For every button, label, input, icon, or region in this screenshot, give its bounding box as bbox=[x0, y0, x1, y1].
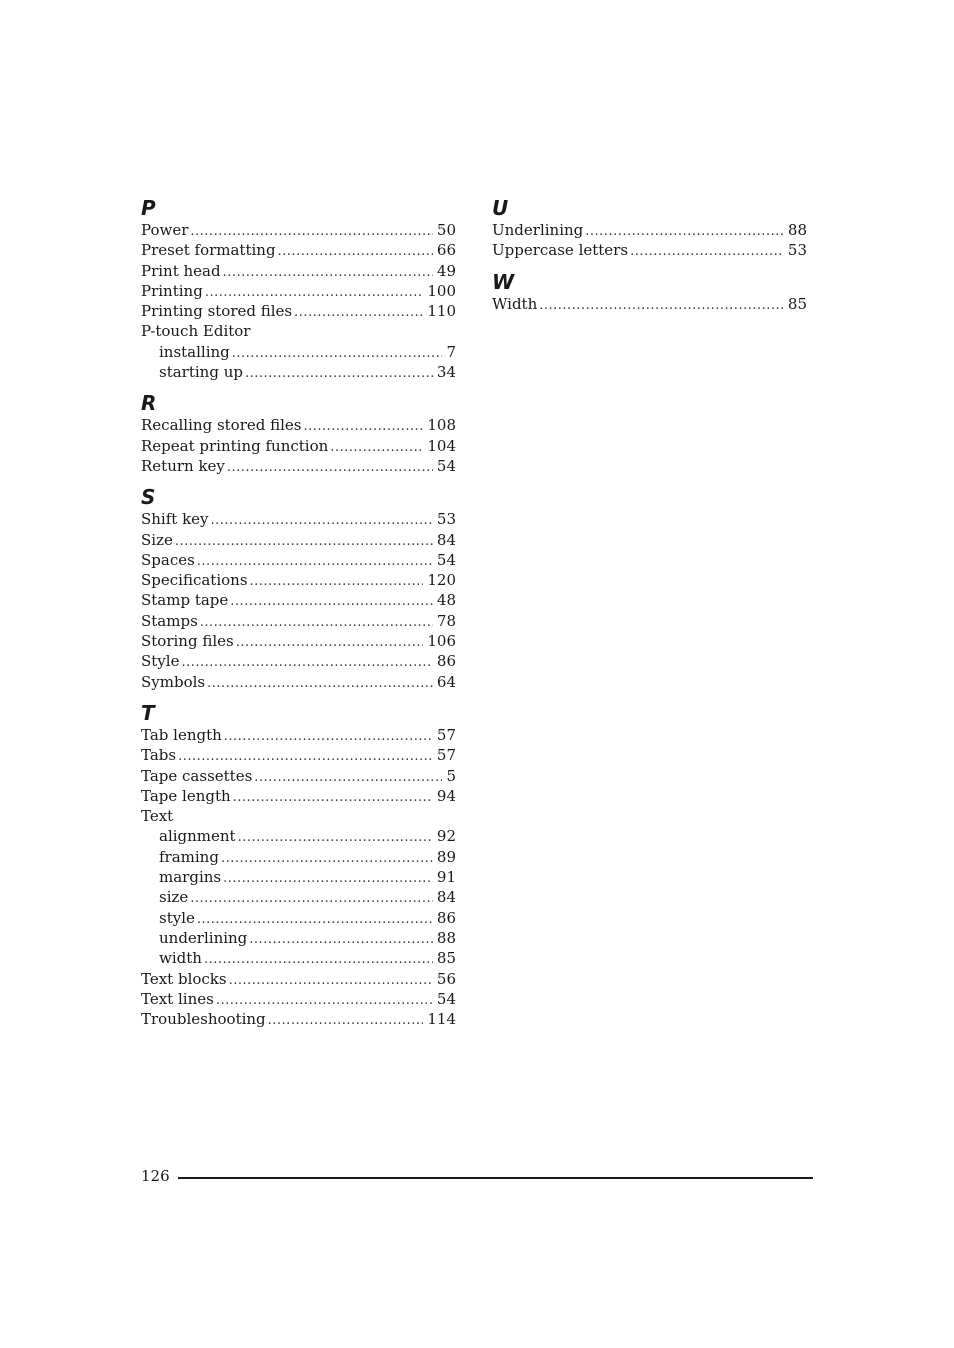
dot-leader bbox=[200, 613, 433, 633]
entry-page-number: 106 bbox=[427, 632, 456, 651]
dot-leader bbox=[278, 242, 433, 262]
index-section-u bbox=[492, 196, 807, 261]
index-entry bbox=[492, 240, 807, 260]
dot-leader bbox=[630, 242, 784, 262]
page-number: 126 bbox=[141, 1167, 170, 1185]
index-section-p bbox=[141, 196, 456, 382]
index-subentry bbox=[141, 826, 456, 846]
footer-rule bbox=[178, 1177, 813, 1179]
entry-page-number: 54 bbox=[436, 550, 456, 569]
dot-leader bbox=[223, 869, 433, 889]
entry-label: Text lines bbox=[141, 989, 214, 1008]
dot-leader bbox=[304, 417, 424, 437]
entry-page-number: 94 bbox=[436, 786, 456, 805]
entry-label: Size bbox=[141, 530, 173, 549]
entry-page-number: 91 bbox=[436, 868, 456, 887]
dot-leader bbox=[539, 296, 784, 316]
entry-page-number: 66 bbox=[436, 241, 456, 260]
index-entry bbox=[141, 786, 456, 806]
entry-label: Tab length bbox=[141, 725, 222, 744]
entry-page-number: 114 bbox=[427, 1010, 456, 1029]
dot-leader bbox=[221, 849, 433, 869]
entry-page-number: 104 bbox=[427, 436, 456, 455]
index-entry bbox=[141, 550, 456, 570]
entry-label: Storing files bbox=[141, 632, 234, 651]
dot-leader bbox=[232, 344, 443, 364]
entry-page-number: 89 bbox=[436, 847, 456, 866]
dot-leader bbox=[249, 930, 433, 950]
entry-label: Print head bbox=[141, 261, 221, 280]
entry-label: Stamp tape bbox=[141, 591, 229, 610]
entry-label: size bbox=[159, 888, 189, 907]
dot-leader bbox=[224, 727, 433, 747]
dot-leader bbox=[204, 950, 433, 970]
index-entry bbox=[141, 725, 456, 745]
entry-label: Symbols bbox=[141, 672, 206, 691]
dot-leader bbox=[268, 1011, 424, 1031]
entry-page-number: 48 bbox=[436, 591, 456, 610]
entry-label: Text blocks bbox=[141, 969, 227, 988]
dot-leader bbox=[190, 889, 433, 909]
index-subentry bbox=[141, 847, 456, 867]
dot-leader bbox=[207, 674, 433, 694]
entry-page-number: 86 bbox=[436, 652, 456, 671]
entry-label: underlining bbox=[159, 928, 248, 947]
entry-page-number: 57 bbox=[436, 746, 456, 765]
entry-label: Preset formatting bbox=[141, 241, 276, 260]
index-subentry bbox=[141, 928, 456, 948]
index-entry bbox=[141, 1009, 456, 1029]
index-subentry bbox=[141, 948, 456, 968]
index-entry bbox=[141, 436, 456, 456]
entry-page-number: 53 bbox=[787, 241, 807, 260]
index-entry bbox=[141, 806, 456, 826]
dot-leader bbox=[227, 458, 433, 478]
entry-label: Spaces bbox=[141, 550, 195, 569]
index-section-s bbox=[141, 485, 456, 692]
entry-page-number: 92 bbox=[436, 827, 456, 846]
entry-page-number: 110 bbox=[427, 302, 456, 321]
section-letter: W bbox=[492, 269, 515, 294]
entry-page-number: 86 bbox=[436, 908, 456, 927]
dot-leader bbox=[197, 910, 433, 930]
entry-page-number: 53 bbox=[436, 510, 456, 529]
index-entry bbox=[141, 745, 456, 765]
dot-leader bbox=[238, 828, 433, 848]
entry-page-number: 7 bbox=[446, 342, 456, 361]
section-letter: U bbox=[492, 196, 509, 220]
index-entry bbox=[141, 281, 456, 301]
dot-leader bbox=[190, 222, 433, 242]
index-entry bbox=[141, 969, 456, 989]
index-entry bbox=[141, 766, 456, 786]
entry-label: Text bbox=[141, 807, 174, 826]
entry-label: margins bbox=[159, 868, 222, 887]
entry-label: Tape cassettes bbox=[141, 766, 253, 785]
entry-page-number: 56 bbox=[436, 969, 456, 988]
dot-leader bbox=[197, 552, 433, 572]
index-entry bbox=[141, 415, 456, 435]
entry-label: Repeat printing function bbox=[141, 436, 329, 455]
entry-page-number: 88 bbox=[787, 221, 807, 239]
index-column-left bbox=[141, 196, 456, 1038]
index-entry bbox=[141, 220, 456, 240]
entry-page-number: 57 bbox=[436, 725, 456, 744]
index-entry bbox=[141, 261, 456, 281]
index-column-right bbox=[492, 196, 807, 323]
entry-label: framing bbox=[159, 847, 219, 866]
index-entry bbox=[141, 570, 456, 590]
index-section-r bbox=[141, 391, 456, 476]
index-subentry bbox=[141, 362, 456, 382]
section-letter: T bbox=[141, 700, 155, 725]
entry-label: P-touch Editor bbox=[141, 322, 251, 341]
entry-label: Uppercase letters bbox=[492, 241, 629, 260]
entry-label: width bbox=[159, 949, 202, 968]
section-letter: S bbox=[141, 485, 156, 510]
dot-leader bbox=[223, 263, 433, 283]
entry-page-number: 84 bbox=[436, 888, 456, 907]
dot-leader bbox=[254, 768, 442, 788]
entry-page-number: 34 bbox=[436, 363, 456, 382]
index-subentry bbox=[141, 887, 456, 907]
entry-label: Style bbox=[141, 652, 180, 671]
entry-label: Return key bbox=[141, 456, 225, 475]
dot-leader bbox=[250, 572, 424, 592]
entry-label: Printing stored files bbox=[141, 302, 293, 321]
dot-leader bbox=[233, 788, 433, 808]
entry-page-number: 85 bbox=[436, 949, 456, 968]
dot-leader bbox=[178, 747, 433, 767]
index-subentry bbox=[141, 867, 456, 887]
entry-page-number: 54 bbox=[436, 989, 456, 1008]
page-footer bbox=[141, 1164, 813, 1188]
index-entry bbox=[492, 294, 807, 314]
dot-leader bbox=[211, 511, 433, 531]
index-entry bbox=[141, 321, 456, 341]
dot-leader bbox=[205, 283, 424, 303]
dot-leader bbox=[175, 532, 433, 552]
index-section-w bbox=[492, 270, 807, 314]
entry-label: Tabs bbox=[141, 746, 177, 765]
index-entry bbox=[141, 631, 456, 651]
dot-leader bbox=[230, 592, 433, 612]
dot-leader bbox=[236, 633, 424, 653]
index-entry bbox=[141, 611, 456, 631]
index-entry bbox=[141, 240, 456, 260]
entry-label: Troubleshooting bbox=[141, 1010, 266, 1029]
index-subentry bbox=[141, 342, 456, 362]
entry-label: alignment bbox=[159, 827, 236, 846]
entry-page-number: 84 bbox=[436, 530, 456, 549]
entry-label: Printing bbox=[141, 281, 203, 300]
index-subentry bbox=[141, 908, 456, 928]
index-section-t bbox=[141, 701, 456, 1029]
index-entry bbox=[141, 989, 456, 1009]
entry-label: Stamps bbox=[141, 611, 198, 630]
dot-leader bbox=[229, 971, 433, 991]
entry-page-number: 64 bbox=[436, 672, 456, 691]
entry-label: Underlining bbox=[492, 221, 584, 239]
entry-label: starting up bbox=[159, 363, 243, 382]
index-entry bbox=[141, 651, 456, 671]
entry-page-number: 49 bbox=[436, 261, 456, 280]
entry-page-number: 100 bbox=[427, 281, 456, 300]
index-entry bbox=[141, 456, 456, 476]
entry-page-number: 85 bbox=[787, 294, 807, 313]
index-entry bbox=[141, 301, 456, 321]
dot-leader bbox=[181, 653, 432, 673]
section-letter: R bbox=[141, 391, 157, 416]
index-entry bbox=[141, 590, 456, 610]
entry-page-number: 54 bbox=[436, 456, 456, 475]
entry-page-number: 5 bbox=[446, 766, 456, 785]
entry-page-number: 108 bbox=[427, 416, 456, 435]
entry-label: Shift key bbox=[141, 510, 209, 529]
entry-label: Tape length bbox=[141, 786, 231, 805]
entry-page-number: 78 bbox=[436, 611, 456, 630]
entry-label: Specifications bbox=[141, 571, 248, 590]
entry-page-number: 50 bbox=[436, 221, 456, 239]
dot-leader bbox=[216, 991, 433, 1011]
index-entry bbox=[141, 530, 456, 550]
entry-label: Power bbox=[141, 221, 189, 239]
index-entry bbox=[141, 509, 456, 529]
dot-leader bbox=[245, 364, 433, 384]
dot-leader bbox=[330, 438, 423, 458]
entry-label: installing bbox=[159, 342, 230, 361]
dot-leader bbox=[294, 303, 423, 323]
section-letter: P bbox=[141, 196, 156, 220]
index-entry bbox=[141, 672, 456, 692]
dot-leader bbox=[585, 222, 784, 242]
entry-label: Recalling stored files bbox=[141, 416, 302, 435]
entry-page-number: 88 bbox=[436, 928, 456, 947]
entry-label: Width bbox=[492, 294, 538, 313]
index-entry bbox=[492, 220, 807, 240]
entry-page-number: 120 bbox=[427, 571, 456, 590]
entry-label: style bbox=[159, 908, 195, 927]
